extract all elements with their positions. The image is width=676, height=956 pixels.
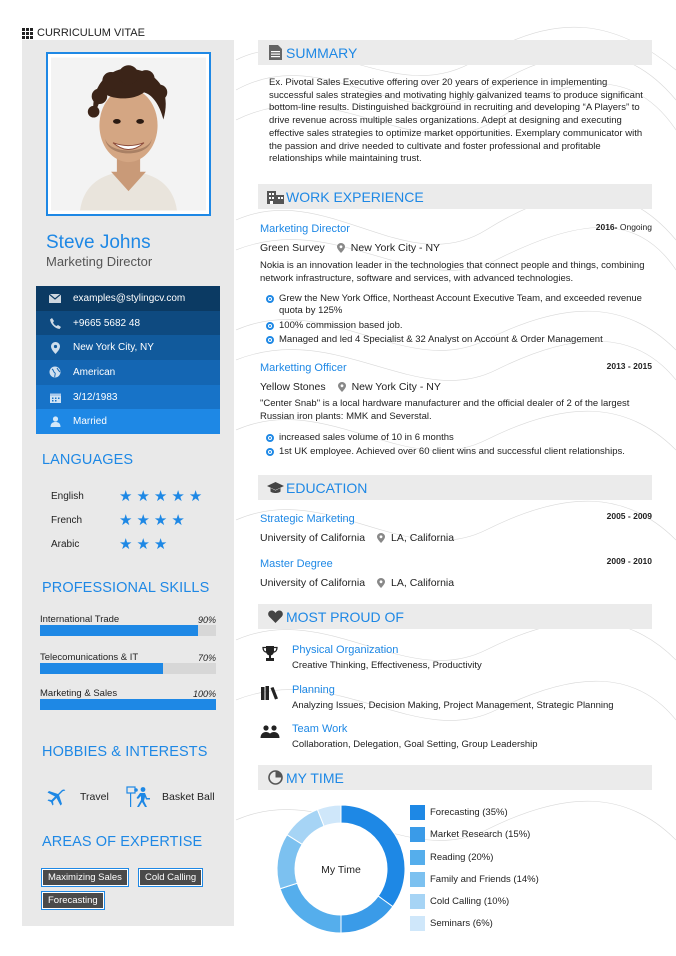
contact-location-text: New York City, NY [73,342,154,354]
job-description: "Center Snab" is a local hardware manufacturer and the official dealer of 2 of the largest Russian iron plants: MMK and Severstal. [260,398,630,422]
language-name: English [51,491,84,502]
summary-header [258,40,652,65]
legend-item [410,872,539,887]
profile-photo [46,52,211,216]
job-bullet-text: 1st UK employee. Achieved over 60 client wins and successful client relationships. [279,446,625,457]
skill-bar-fill [40,699,216,710]
heart-icon [266,610,284,623]
star-icon: ★ [119,488,133,505]
grid-icon [22,28,33,39]
calendar-icon [46,392,64,403]
bullet-icon [266,336,274,344]
skill-label-row [40,686,216,699]
donut-slice [341,896,393,933]
person-icon [46,416,64,427]
pie-chart-icon [266,770,284,785]
proud-item-text [292,684,614,711]
contact-birthdate [36,385,220,410]
donut-slice [341,805,405,907]
job-bullet-text: 100% commission based job. [279,320,403,331]
legend-label: Market Research (15%) [430,829,531,840]
skill-name: International Trade [40,614,120,625]
language-row [51,513,185,528]
hobby-travel-label: Travel [80,791,109,803]
skill-percent: 90% [197,615,216,625]
star-icon: ★ [119,512,133,529]
rating-stars [119,489,202,504]
star-icon: ★ [119,536,133,553]
rating-stars [119,537,167,552]
star-icon: ★ [188,488,203,505]
job-bullet [266,320,646,332]
star-icon: ★ [136,512,150,529]
books-icon [260,686,280,711]
star-icon: ★ [171,512,185,529]
edu-date: 2005 - 2009 [606,511,652,521]
star-icon: ★ [153,512,168,529]
skill-bar [40,625,216,636]
legend-item [410,850,493,865]
my-time-donut-chart [271,799,411,939]
proud-item-text [292,644,482,671]
summary-text: Ex. Pivotal Sales Executive offering over 20 years of experience in implementing successful sales strategies and motivating highly galvanized teams to produce significant bottom-line results. Distinguished background in recruiting and developing “A Players” to drive revenue across multiple sales organizations. Adept at designing and executing effective sales strategies to optimize market opportunities. Exemplary communicator with the passion and drive needed to cultivate and foster professional and profitable relationships while maintaining trust. [269,77,643,165]
proud-header [258,604,652,629]
job-company: Green Survey [260,242,325,254]
hobbies-heading: HOBBIES & INTERESTS [42,744,208,760]
proud-item-title: Planning [292,684,335,696]
legend-label: Family and Friends (14%) [430,874,539,885]
job-description: Nokia is an innovation leader in the technologies that connect people and things, combining network infrastructure, software and services, with advanced technologies. [260,260,645,284]
mytime-header [258,765,652,790]
location-icon [46,342,64,354]
building-icon [266,189,284,204]
job-company: Yellow Stones [260,381,326,393]
proud-item-title: Physical Organization [292,644,399,656]
legend-item [410,805,508,820]
basketball-icon [126,786,152,808]
donut-slice [277,835,302,889]
team-icon [260,725,280,750]
bullet-icon [266,434,274,442]
contact-email[interactable] [36,286,220,311]
document-icon [266,45,284,60]
legend-item [410,894,509,909]
skill-bar-fill [40,663,163,674]
contact-location [36,335,220,360]
legend-label: Forecasting (35%) [430,807,508,818]
work-heading: WORK EXPERIENCE [286,188,424,205]
job-company-line [260,242,440,254]
cv-title [22,27,145,39]
legend-swatch [410,805,425,820]
skill-label-row [40,612,216,625]
profile-role: Marketing Director [46,254,153,269]
legend-swatch [410,872,425,887]
legend-item [410,916,493,931]
skill-percent: 100% [192,689,216,699]
proud-item [260,723,538,750]
proud-item [260,684,614,711]
graduation-cap-icon [266,482,284,494]
airplane-icon [46,788,66,806]
hobby-basketball [126,786,215,808]
expertise-tag: Maximizing Sales [41,868,129,887]
edu-location: LA, California [391,577,455,589]
hobby-travel [46,788,109,806]
contact-status [36,409,220,434]
language-row [51,489,202,504]
phone-icon [46,318,64,329]
proud-item [260,644,482,671]
legend-label: Cold Calling (10%) [430,896,510,907]
location-pin-icon [377,578,385,588]
legend-swatch [410,850,425,865]
language-row [51,537,167,552]
edu-school-line [260,532,454,544]
legend-swatch [410,916,425,931]
legend-swatch [410,894,425,909]
job-date: 2013 - 2015 [606,361,652,371]
edu-location: LA, California [391,532,455,544]
contact-status-text: Married [73,416,107,428]
avatar [51,57,206,211]
skill-item [40,686,216,710]
education-header [258,475,652,500]
bullet-icon [266,322,274,330]
job-date-suffix: Ongoing [617,222,652,232]
expertise-heading: AREAS OF EXPERTISE [42,834,203,850]
contact-list [36,286,220,434]
skill-bar-fill [40,625,198,636]
proud-item-desc: Creative Thinking, Effectiveness, Productivity [292,660,482,671]
rating-stars [119,513,185,528]
job-title: Marketing Director [260,223,350,235]
profile-name: Steve Johns [46,232,151,253]
location-pin-icon [337,243,345,253]
language-name: French [51,515,83,526]
job-bullet [266,432,646,444]
legend-item [410,827,530,842]
languages-heading: LANGUAGES [42,452,134,468]
proud-item-desc: Analyzing Issues, Decision Making, Project Management, Strategic Planning [292,700,614,711]
star-icon: ★ [153,488,168,505]
legend-swatch [410,827,425,842]
skill-bar [40,699,216,710]
contact-phone-text: +9665 5682 48 [73,317,141,329]
hobby-basketball-label: Basket Ball [162,791,215,803]
donut-center-label: My Time [321,864,361,876]
contact-email-text: examples@stylingcv.com [73,292,186,304]
skill-name: Marketing & Sales [40,688,118,699]
skill-label-row [40,650,216,663]
edu-school-line [260,577,454,589]
job-bullet-text: Managed and led 4 Specialist & 32 Analyst on Account & Order Management [279,334,603,345]
edu-degree: Strategic Marketing [260,513,355,525]
donut-slice [280,883,341,933]
work-header [258,184,652,209]
proud-item-desc: Collaboration, Delegation, Goal Setting, Group Leadership [292,739,538,750]
education-heading: EDUCATION [286,479,368,496]
star-icon: ★ [136,536,150,553]
job-bullet [266,446,646,458]
skill-item [40,650,216,674]
contact-phone[interactable] [36,311,220,336]
expertise-tag: Cold Calling [138,868,203,887]
summary-heading: SUMMARY [286,44,358,61]
bullet-icon [266,448,274,456]
job-company-line [260,381,441,393]
location-pin-icon [377,533,385,543]
expertise-tag: Forecasting [41,891,105,910]
skill-bar [40,663,216,674]
skill-name: Telecomunications & IT [40,652,139,663]
bullet-icon [266,295,274,303]
trophy-icon [260,646,280,671]
legend-label: Reading (20%) [430,852,494,863]
job-bullet [266,293,646,317]
skills-heading: PROFESSIONAL SKILLS [42,580,210,596]
mytime-heading: MY TIME [286,769,344,786]
email-icon [46,294,64,303]
legend-label: Seminars (6%) [430,918,493,929]
star-icon: ★ [153,536,168,553]
contact-nationality [36,360,220,385]
edu-degree: Master Degree [260,558,333,570]
edu-school: University of California [260,532,366,544]
skill-percent: 70% [197,653,216,663]
star-icon: ★ [171,488,185,505]
job-bullet [266,334,646,346]
proud-heading: MOST PROUD OF [286,608,404,625]
cv-title-text: CURRICULUM VITAE [37,27,145,39]
edu-date: 2009 - 2010 [606,556,652,566]
job-title: Marketting Officer [260,362,347,374]
language-name: Arabic [51,539,80,550]
job-bullet-text: Grew the New York Office, Northeast Account Executive Team, and exceeded revenue quota by 125% [279,293,642,316]
edu-school: University of California [260,577,366,589]
job-location: New York City - NY [351,381,441,393]
star-icon: ★ [136,488,150,505]
contact-birthdate-text: 3/12/1983 [73,391,118,403]
proud-item-text [292,723,538,750]
job-bullet-text: increased sales volume of 10 in 6 months [279,432,454,443]
job-location: New York City - NY [350,242,441,254]
sidebar [22,40,234,926]
skill-item [40,612,216,636]
globe-icon [46,366,64,378]
job-date [596,222,652,232]
job-date-start: 2016- [595,222,618,232]
contact-nationality-text: American [73,366,116,378]
proud-item-title: Team Work [292,723,348,735]
location-pin-icon [338,382,346,392]
